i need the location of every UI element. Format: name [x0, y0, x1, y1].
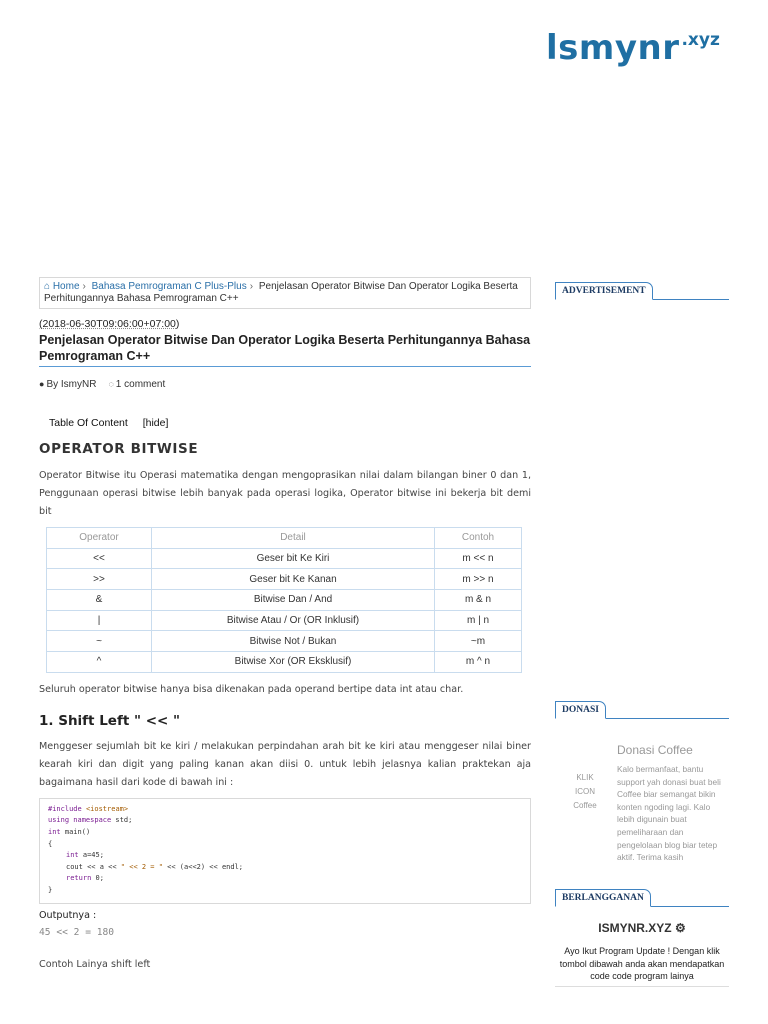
- donate-text: Kalo bermanfaat, bantu support yah donasi buat beli Coffee biar semangat bikin konten ngoding lagi. Kalo lebih digunain buat pemeliharaan dan pengelolaan blog biar tetep aktif. Terima kasih: [617, 764, 721, 863]
- sidebar-advertisement: [555, 278, 729, 300]
- output-label: Outputnya :: [39, 909, 97, 921]
- post-date: (2018-06-30T09:06:00+07:00): [39, 318, 180, 330]
- breadcrumb-current: Penjelasan Operator Bitwise Dan Operator Logika Beserta Perhitungannya Bahasa Pemrograman C++: [44, 281, 518, 304]
- table-cell: m >> n: [435, 569, 522, 590]
- table-cell: Geser bit Ke Kiri: [152, 548, 435, 569]
- table-cell: Bitwise Not / Bukan: [152, 631, 435, 652]
- table-cell: <<: [47, 548, 152, 569]
- main-content: [39, 277, 531, 974]
- code-token: cout << a <<: [66, 862, 121, 871]
- code-token: int: [48, 828, 61, 836]
- code-line: [48, 804, 522, 816]
- table-row: [47, 631, 522, 652]
- code-token: <iostream>: [85, 804, 129, 813]
- table-row: [47, 610, 522, 631]
- subscribe-title-text: ISMYNR.XYZ: [598, 921, 672, 935]
- code-line: [48, 827, 522, 839]
- table-header: Operator: [47, 528, 152, 549]
- code-token: std;: [111, 816, 133, 825]
- shift-left-text: Menggeser sejumlah bit ke kiri / melakukan perpindahan arah bit ke kiri atau menggeser nilai biner kearah kiri dan digit yang paling kanan akan diisi 0. untuk lebih jelasnya kalian praktekan aja bagaimana hasil dari kode di bawah ini :: [39, 740, 531, 788]
- table-header: Contoh: [435, 528, 522, 549]
- code-line: }: [48, 885, 53, 894]
- table-cell: ^: [47, 652, 152, 673]
- table-header-row: [47, 528, 522, 549]
- post-title: Penjelasan Operator Bitwise Dan Operator Logika Beserta Perhitungannya Bahasa Pemrograman C++: [39, 332, 531, 367]
- table-cell: Bitwise Dan / And: [152, 590, 435, 611]
- table-header: Detail: [152, 528, 435, 549]
- table-row: [47, 569, 522, 590]
- table-cell: m ^ n: [435, 652, 522, 673]
- table-cell: Geser bit Ke Kanan: [152, 569, 435, 590]
- sidebar-heading: [555, 278, 729, 300]
- coffee-icon-text: Coffee: [573, 801, 597, 810]
- code-line: [48, 850, 522, 862]
- output-value: 45 << 2 = 180: [39, 926, 115, 938]
- code-token: a=45;: [78, 851, 104, 860]
- example-text: Contoh Lainya shift left: [39, 958, 151, 970]
- sidebar-donasi: [555, 697, 729, 869]
- comment-icon: ◌: [108, 379, 114, 389]
- table-cell: &: [47, 590, 152, 611]
- sidebar-berlangganan: [555, 885, 729, 987]
- operator-table: [46, 527, 522, 673]
- post-comments[interactable]: [108, 379, 165, 390]
- code-line: [48, 873, 522, 885]
- donate-title: Donasi Coffee: [617, 743, 693, 757]
- code-token: main(): [60, 828, 91, 836]
- code-block[interactable]: [39, 798, 531, 904]
- table-cell: Bitwise Atau / Or (OR Inklusif): [152, 610, 435, 631]
- table-cell: m & n: [435, 590, 522, 611]
- sidebar-heading-label: BERLANGGANAN: [555, 889, 651, 907]
- coffee-icon-placeholder[interactable]: [571, 771, 599, 813]
- table-cell: |: [47, 610, 152, 631]
- coffee-icon-text: ICON: [575, 787, 595, 796]
- code-token: " << 2 = ": [120, 862, 163, 871]
- table-cell: ~: [47, 631, 152, 652]
- code-token: int: [66, 851, 79, 860]
- divider: [555, 986, 729, 987]
- sidebar-heading-label: ADVERTISEMENT: [555, 282, 653, 300]
- sidebar-heading: [555, 885, 729, 907]
- subscribe-title: [555, 921, 729, 935]
- post-author[interactable]: [39, 379, 96, 390]
- bitwise-intro: Operator Bitwise itu Operasi matematika dengan mengoprasikan nilai dalam bilangan biner 0 dan 1, Penggunaan operasi bitwise lebih banyak pada operasi logika, Operator bitwise ini bekerja bit demi bit: [39, 470, 531, 517]
- breadcrumb-home[interactable]: Home: [52, 281, 80, 292]
- code-token: 0;: [91, 874, 104, 883]
- section-heading-bitwise: OPERATOR BITWISE: [39, 441, 199, 457]
- author-label: By IsmyNR: [46, 379, 97, 390]
- breadcrumb-category[interactable]: Bahasa Pemrograman C Plus-Plus: [91, 281, 247, 292]
- sidebar-heading: [555, 697, 729, 719]
- subscribe-text: Ayo Ikut Program Update ! Dengan klik tombol dibawah anda akan mendapatkan code code program lainya: [559, 946, 725, 981]
- comments-label: 1 comment: [115, 379, 166, 390]
- table-row: [47, 590, 522, 611]
- coffee-icon-text: KLIK: [576, 773, 594, 782]
- site-logo[interactable]: [546, 28, 720, 68]
- toc-hide-toggle[interactable]: [hide]: [142, 417, 169, 429]
- sidebar-heading-label: DONASI: [555, 701, 606, 719]
- table-cell: m << n: [435, 548, 522, 569]
- code-line: {: [48, 839, 53, 848]
- breadcrumb-separator: ›: [249, 281, 254, 292]
- code-token: << (a<<2) << endl;: [162, 862, 244, 871]
- table-row: [47, 548, 522, 569]
- table-cell: m | n: [435, 610, 522, 631]
- table-cell: Bitwise Xor (OR Eksklusif): [152, 652, 435, 673]
- gear-icon: ⚙: [674, 921, 686, 935]
- table-row: [47, 652, 522, 673]
- home-icon: ⌂: [44, 281, 51, 292]
- code-token: return: [66, 874, 92, 883]
- code-line: [48, 815, 522, 827]
- toc-label: Table Of Content: [49, 417, 128, 429]
- post-meta: [39, 379, 531, 390]
- breadcrumb: [39, 277, 531, 309]
- code-token: using namespace: [48, 816, 112, 825]
- donate-widget: [555, 719, 729, 869]
- table-cell: ~m: [435, 631, 522, 652]
- after-table-text: Seluruh operator bitwise hanya bisa dikenakan pada operand bertipe data int atau char.: [39, 683, 464, 695]
- code-line: [48, 862, 522, 874]
- logo-text: lsmynr: [546, 28, 680, 68]
- breadcrumb-separator: ›: [82, 281, 86, 292]
- logo-tld: .xyz: [681, 30, 720, 50]
- code-token: #include: [48, 804, 86, 813]
- section-heading-shift-left: 1. Shift Left " << ": [39, 712, 181, 729]
- user-icon: ●: [39, 379, 45, 389]
- table-cell: >>: [47, 569, 152, 590]
- table-of-content: [49, 417, 531, 429]
